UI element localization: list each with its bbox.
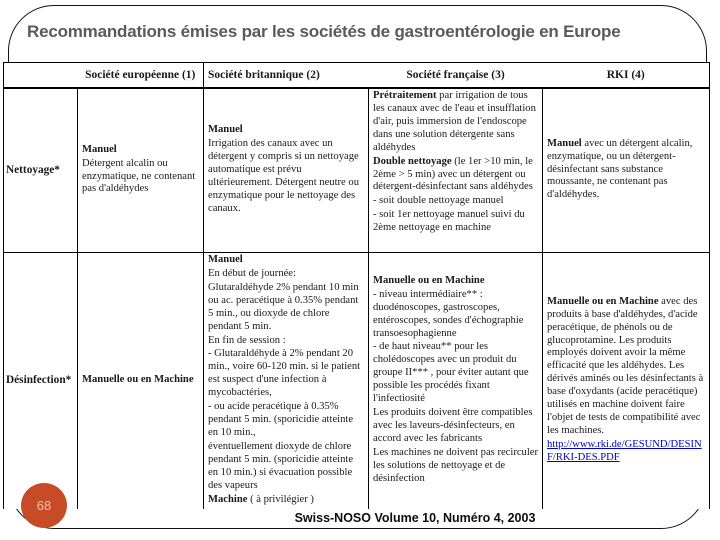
- header-rki: RKI (4): [543, 63, 710, 89]
- header-empty-cell: [4, 63, 78, 89]
- cell-desinfection-europeenne: Manuelle ou en Machine: [78, 253, 204, 509]
- cell-desinfection-francaise: Manuelle ou en Machine - niveau intermédiaire** : duodénoscopes, gastroscopes, entéroscopes, sondes d'échographie transoesophagienne - de haut niveau** pour les cholédoscopes avec un produit du groupe II*** , pour éviter autant que possible les procédés fixant l'infectiosité Les produits doivent être compatibles avec les laveurs-désinfecteurs, en accord avec les fabricants Les machines ne doivent pas recirculer les solutions de nettoyage et de désinfection: [369, 253, 543, 509]
- row-label-nettoyage: Nettoyage*: [4, 88, 78, 253]
- header-societe-francaise: Société française (3): [369, 63, 543, 89]
- cell-nettoyage-francaise: Prétraitement par irrigation de tous les canaux avec de l'eau et insufflation d'air, puis immersion de l'endoscope dans une solution détergente sans aldéhydes Double nettoyage (le 1er >10 min, le 2ème > 5 min) avec un détergent ou détergent-désinfectant sans aldéhydes - soit double nettoyage manuel - soit 1er nettoyage manuel suivi du 2ème nettoyage en machine: [369, 88, 543, 253]
- table-row-desinfection: [4, 253, 710, 509]
- cell-desinfection-rki: Manuelle ou en Machine avec des produits à base d'aldéhydes, d'acide peracétique, de phénols ou de glucoprotamine. Les produits employés doivent avoir la même efficacité que les aldéhydes. Les dérivés aminés ou les désinfectants à base d'oxydants (acide peracétique) utilisés en machine doivent faire l'objet de tests de compatibilité avec les machines. http://www.rki.de/GESUND/DESINF/RKI-DES.PDF: [543, 253, 710, 509]
- header-societe-europeenne: Société européenne (1): [78, 63, 204, 89]
- cell-nettoyage-britannique: Manuel Irrigation des canaux avec un détergent y compris si un nettoyage automatique est prévu ultérieurement. Détergent neutre ou enzymatique pour le nettoyage des canaux.: [204, 88, 369, 253]
- row-label-desinfection: Désinfection*: [6, 373, 72, 386]
- slide-title: Recommandations émises par les sociétés de gastroentérologie en Europe: [27, 22, 621, 41]
- cell-nettoyage-rki: Manuel avec un détergent alcalin, enzymatique, ou un détergent-désinfectant sans substance moussante, ne contenant pas d'aldéhydes.: [543, 88, 710, 253]
- table-row-nettoyage: [4, 88, 710, 253]
- cell-nettoyage-europeenne: Manuel Détergent alcalin ou enzymatique, ne contenant pas d'aldéhydes: [78, 88, 204, 253]
- cell-desinfection-britannique: Manuel En début de journée: Glutaraldéhyde 2% pendant 10 min ou ac. peracétique à 0.35% pendant 5 min., ou dioxyde de chlore pendant 5 min. En fin de session : - Glutaraldéhyde à 2% pendant 20 min., voire 60-120 min. si le patient est suspect d'une infection à mycobactéries, - ou acide peracétique à 0.35% pendant 5 min. (sporicidie atteinte en 10 min., éventuellement dioxyde de chlore pendant 5 min. (sporicidie atteinte en 10 min.) si évacuation possible des vapeurs Machine ( à privilégier ): [204, 253, 369, 509]
- header-societe-britannique: Société britannique (2): [204, 63, 369, 89]
- footer-citation: Swiss-NOSO Volume 10, Numéro 4, 2003: [294, 511, 536, 525]
- table-header-row: [4, 63, 710, 89]
- rki-pdf-link[interactable]: http://www.rki.de/GESUND/DESINF/RKI-DES.PDF: [547, 438, 702, 463]
- page-number: 68: [36, 498, 52, 513]
- recommendations-table: [3, 62, 710, 509]
